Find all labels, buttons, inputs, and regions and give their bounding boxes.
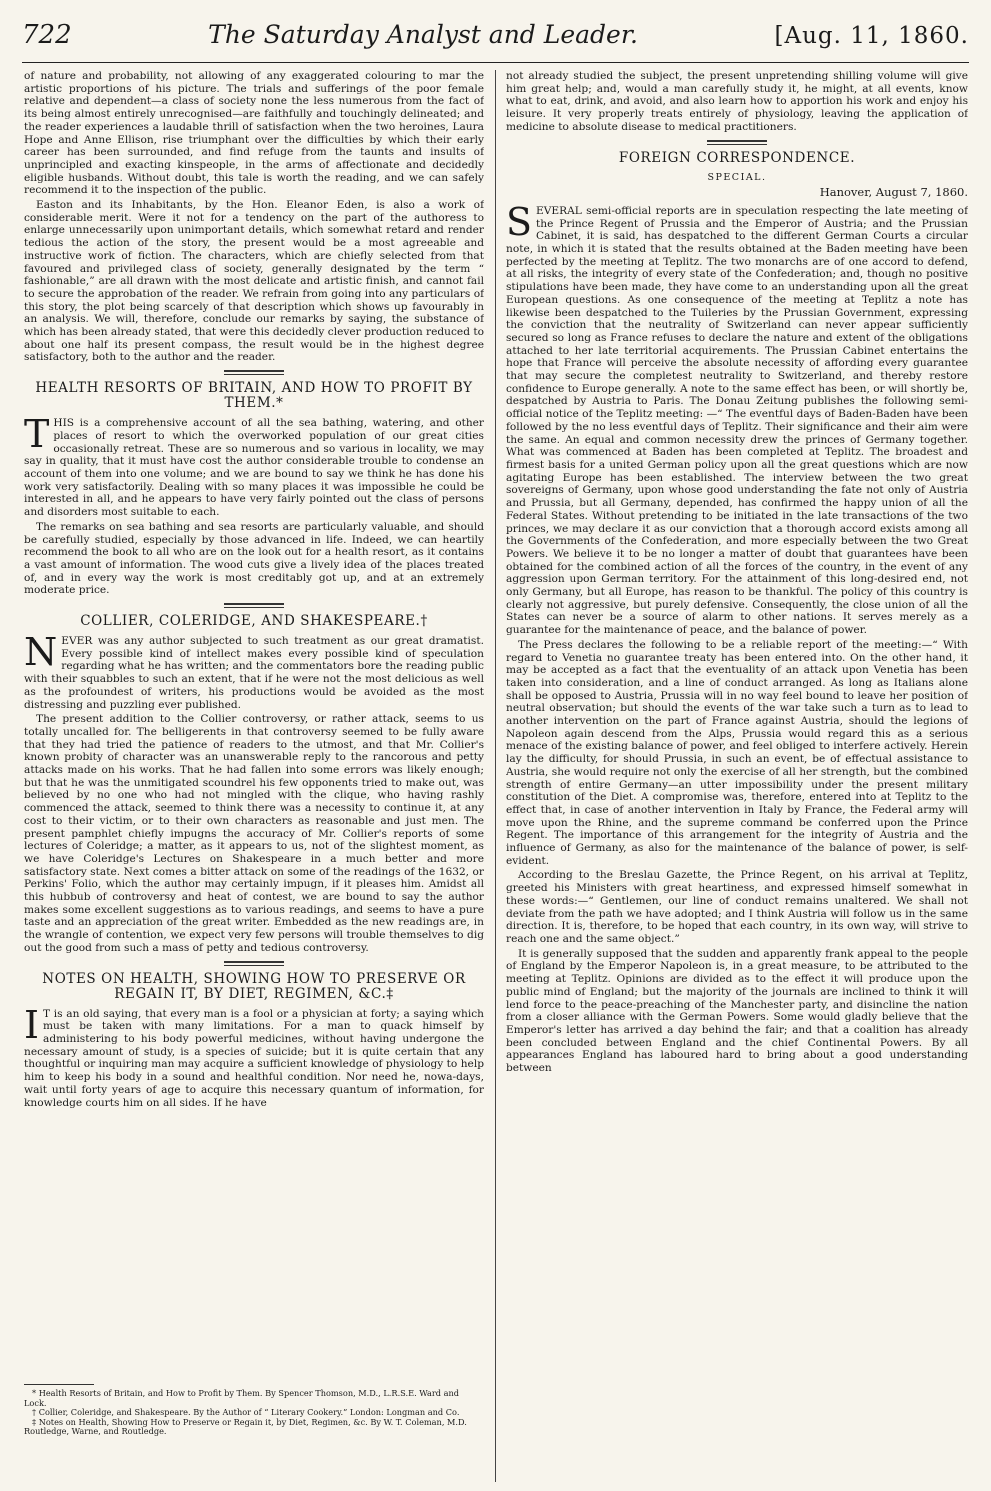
dateline: Hanover, August 7, 1860. [819, 185, 968, 200]
section-rule [224, 603, 284, 608]
issue-date: [Aug. 11, 1860. [774, 23, 969, 49]
column-divider [495, 70, 496, 1482]
article-foreign-correspondence [506, 140, 968, 1075]
drop-cap: N [24, 630, 58, 675]
notes-continued-paragraph: not already studied the subject, the present unpretending shilling volume will give him great help; and, would a man carefully study it, he might, at all events, know what to eat, drink, and avoid, and also learn how to apportion his work and enjoy his leisure. It very properly treats entirely of physiology, leaving the application of medicine to absolute disease to medical practitioners. [506, 70, 968, 133]
article-health-resorts [24, 370, 484, 597]
article-title: HEALTH RESORTS OF BRITAIN, AND HOW TO PROFIT BY THEM.* [35, 380, 473, 412]
section-rule [224, 961, 284, 966]
header-rule [22, 62, 969, 63]
review-easton-paragraph: Easton and its Inhabitants, by the Hon. Eleanor Eden, is also a work of considerable merit. Were it not for a tendency on the part of the authoress to enlarge unnecessarily upon unimportant details, which somewhat retard and render tedious the action of the story, the present would be a most agreeable and instructive work of fiction. The characters, which are chiefly selected from that favoured and privileged class of society, generally designated by the term “ fashionable,” are all drawn with the most delicate and artistic finish, and cannot fail to secure the approbation of the reader. We refrain from going into any particulars of this story, the plot being scarcely of that description which shows up favourably in an analysis. We will, therefore, conclude our remarks by saying, the substance of which has been already stated, that were this decidedly clever production reduced to about one half its present compass, the result would be in the highest degree satisfactory, both to the author and the reader. [24, 199, 484, 364]
footnotes [24, 1384, 484, 1437]
section-rule [224, 370, 284, 375]
footnote-rule [24, 1384, 94, 1385]
drop-cap: S [506, 199, 533, 244]
article-paragraph: The remarks on sea bathing and sea resorts are particularly valuable, and should be carefully studied, especially by those advanced in life. Indeed, we can heartily recommend the book to all who are on the look out for a health resort, as it contains a vast amount of information. The wood cuts give a lively idea of the places treated of, and in every way the work is most creditably got up, and at an extremely moderate price. [24, 520, 484, 597]
article-paragraph: SEVERAL semi-official reports are in speculation respecting the late meeting of the Prince Regent of Prussia and the Emperor of Austria; and the Prussian Cabinet, it is said, has despatched to the different German Courts a circular note, in which it is stated that the results obtained at the Baden meeting have been perfected by the meeting at Teplitz. The two monarchs are of one accord to defend, at all risks, the integrity of every state of the Confederation; and, though no positive stipulations have been made, they have come to an understanding upon all the great European questions. As one consequence of the meeting at Teplitz a note has likewise been despatched to the Tuileries by the Prussian Government, expressing the conviction that the neutrality of Switzerland can never appear sufficiently secured so long as France refuses to declare the nature and extent of the obligations attached to her late territorial acquirements. The Prussian Cabinet entertains the hope that France will perceive the absolute necessity of affording every guarantee that may secure the completest neutrality to Switzerland, and thereby restore confidence to Europe generally. A note to the same effect has been, or will shortly be, despatched by Austria to Paris. The Donau Zeitung publishes the following semi-official notice of the Teplitz meeting: —“ The eventful days of Baden-Baden have been followed by the no less eventful days of Teplitz. Their significance and their aim were the same. An equal and common necessity drew the princes of Germany together. What was commenced at Baden has been completed at Teplitz. The broadest and firmest basis for a united German policy upon all the great questions which are now agitating Europe has been established. The interview between the two great sovereigns of Germany, upon whose good understanding the fate not only of Austria and Prussia, but all Germany, depended, has confirmed the happy union of all the Federal States. Without pretending to be initiated in the late transactions of the two princes, we may declare it as our conviction that a thorough accord exists among all the Governments of the Confederation, and more especially between the two Great Powers. We believe it to be no longer a matter of doubt that guarantees have been obtained for the combined action of all the forces of the country, in the event of any aggression upon German territory. For the attainment of this long-desired end, not only Germany, but all Europe, has reason to be thankful. The policy of this country is clearly not aggressive, but purely defensive. Consequently, the close union of all the States can never be a source of alarm to other nations. It serves merely as a guarantee for the maintenance of peace, and the balance of power. [506, 199, 968, 637]
article-paragraph: According to the Breslau Gazette, the Prince Regent, on his arrival at Teplitz, greeted his Ministers with great heartiness, and expressed himself somewhat in these words:—“ Gentlemen, our line of conduct remains unaltered. We shall not deviate from the path we have adopted; and I think Austria will follow us in the same direction. It is, therefore, to be hoped that each country, in its own way, will strive to reach one and the same object.” [506, 869, 968, 945]
article-paragraph: The present addition to the Collier controversy, or rather attack, seems to us totally uncalled for. The belligerents in that controversy seemed to be fully aware that they had tried the patience of readers to the utmost, and that Mr. Collier's known probity of character was an unanswerable reply to the rancorous and petty attacks made on his works. That he had fallen into some errors was likely enough; but that he was the unmitigated scoundrel his few opponents tried to make out, was believed by no one who had not mingled with the clique, who having rashly commenced the attack, seemed to think there was a necessity to continue it, at any cost to their victim, or to their own characters as reasonable and just men. The present pamphlet chiefly impugns the accuracy of Mr. Collier's reports of some lectures of Coleridge; a matter, as it appears to us, not of the slightest moment, as we have Coleridge's Lectures on Shakespeare in a much better and more satisfactory state. Next comes a bitter attack on some of the readings of the 1632, or Perkins' Folio, which the author may certainly impugn, if it pleases him. Amidst all this hubbub of controversy and heat of contest, we are bound to say the author makes some excellent suggestions as to various readings, and seems to have a pure taste and an appreciation of the great writer. Embedded as the new readings are, in the wrangle of contention, we expect very few persons will trouble themselves to dig out the good from such a mass of petty and tedious controversy. [24, 713, 484, 954]
special-label: SPECIAL. [707, 171, 767, 183]
review-continued-paragraph: of nature and probability, not allowing of any exaggerated colouring to mar the artistic proportions of his picture. The trials and sufferings of the poor female relative and dependent—a class of society none the less numerous from the fact of its being almost entirely unrecognised—are faithfully and touchingly delineated; and the reader experiences a laudable thrill of satisfaction when the two heroines, Laura Hope and Anne Ellison, rise triumphant over the difficulties by which their early career has been surrounded, and find refuge from the taunts and insults of unprincipled and exacting kinspeople, in the arms of affectionate and decidedly eligible husbands. Without doubt, this tale is worth the reading, and we can safely recommend it to the inspection of the public. [24, 70, 484, 197]
drop-cap: T [24, 412, 50, 457]
article-notes-on-health [24, 961, 484, 1110]
left-column [24, 70, 484, 1482]
section-rule [707, 140, 767, 145]
article-collier [24, 603, 484, 955]
footnote: † Collier, Coleridge, and Shakespeare. By the Author of “ Literary Cookery.” London: Longman and Co. [32, 1407, 460, 1418]
footnote: ‡ Notes on Health, Showing How to Preserve or Regain it, by Diet, Regimen, &c. By W. T. Coleman, M.D. Routledge, Warne, and Routledge. [24, 1416, 467, 1437]
footnote: * Health Resorts of Britain, and How to Profit by Them. By Spencer Thomson, M.D., L.R.S.E. Ward and Lock. [24, 1388, 460, 1408]
article-paragraph: NEVER was any author subjected to such treatment as our great dramatist. Every possible kind of intellect makes every possible kind of speculation regarding what he has written; and the commentators bore the reading public with their squabbles to such an extent, that if he were not the most delicious as well as the profoundest of writers, his productions would be avoided as the most distressing and puzzling ever published. [24, 630, 484, 711]
page-number: 722 [22, 20, 72, 50]
drop-cap: I [24, 1002, 40, 1047]
right-column [506, 70, 968, 1482]
article-paragraph: THIS is a comprehensive account of all the sea bathing, watering, and other places of resort to which the overworked population of our great cities occasionally retreat. These are so numerous and so various in locality, we may say in quality, that it must have cost the author considerable trouble to condense an account of them into one volume; and we are bound to say we think he has done his work very satisfactorily. Dealing with so many places it was impossible he could be interested in all, and he appears to have very fairly pointed out the class of persons and disorders most suitable to each. [24, 412, 484, 519]
article-title: FOREIGN CORRESPONDENCE. [618, 149, 856, 166]
article-paragraph: The Press declares the following to be a reliable report of the meeting:—“ With regard to Venetia no guarantee treaty has been entered into. On the other hand, it may be accepted as a fact that the eventuality of an attack upon Venetia has been taken into consideration, and a line of conduct arranged. As long as Italians alone shall be opposed to Austria, Prussia will in no way feel bound to leave her position of neutral observation; but should the events of the war take such a turn as to lead to another intervention on the part of France against Austria, should the legions of Napoleon again descend from the Alps, Prussia would regard this as a serious menace of the existing balance of power, and feel obliged to interfere actively. Herein lay the difficulty, for should Prussia, in such an event, be of effectual assistance to Austria, she would require not only the exercise of all her strength, but the combined strength of entire Germany—an utter impossibility under the present military constitution of the Diet. A compromise was, therefore, entered into at Teplitz to the effect that, in case of another intervention in Italy by France, the Federal army will move upon the Rhine, and the supreme command be conferred upon the Prince Regent. The importance of this arrangement for the integrity of Austria and the influence of Germany, as also for the maintenance of the balance of power, is self-evident. [506, 638, 968, 867]
article-title: COLLIER, COLERIDGE, AND SHAKESPEARE.† [80, 613, 428, 630]
article-paragraph: I T is an old saying, that every man is a fool or a physician at forty; a saying which must be taken with many limitations. For a man to quack himself by administering to his body powerful medicines, without having undergone the necessary amount of study, is a species of suicide; but it is quite certain that any thoughtful or inquiring man may acquire a sufficient knowledge of physiology to help him to keep his body in a sound and healthful condition. Nor need he, nowa-days, wait until forty years of age to acquire this necessary quantum of information, for knowledge courts him on all sides. If he have [24, 1002, 484, 1109]
masthead-title: The Saturday Analyst and Leader. [208, 20, 638, 49]
article-paragraph: It is generally supposed that the sudden and apparently frank appeal to the people of England by the Emperor Napoleon is, in a great measure, to be attributed to the meeting at Teplitz. Opinions are divided as to the effect it will produce upon the public mind of England; but the majority of the journals are inclined to think it will lend force to the peace-preaching of the Manchester party, and disincline the nation from a closer alliance with the German Powers. Some would gladly believe that the Emperor's letter has arrived a day behind the fair; and that a coalition has already been concluded between England and the chief Continental Powers. By all appearances England has laboured hard to bring about a good understanding between [506, 947, 968, 1075]
article-title: NOTES ON HEALTH, SHOWING HOW TO PRESERVE OR REGAIN IT, BY DIET, REGIMEN, &C.‡ [42, 970, 466, 1002]
page-header [22, 20, 969, 60]
